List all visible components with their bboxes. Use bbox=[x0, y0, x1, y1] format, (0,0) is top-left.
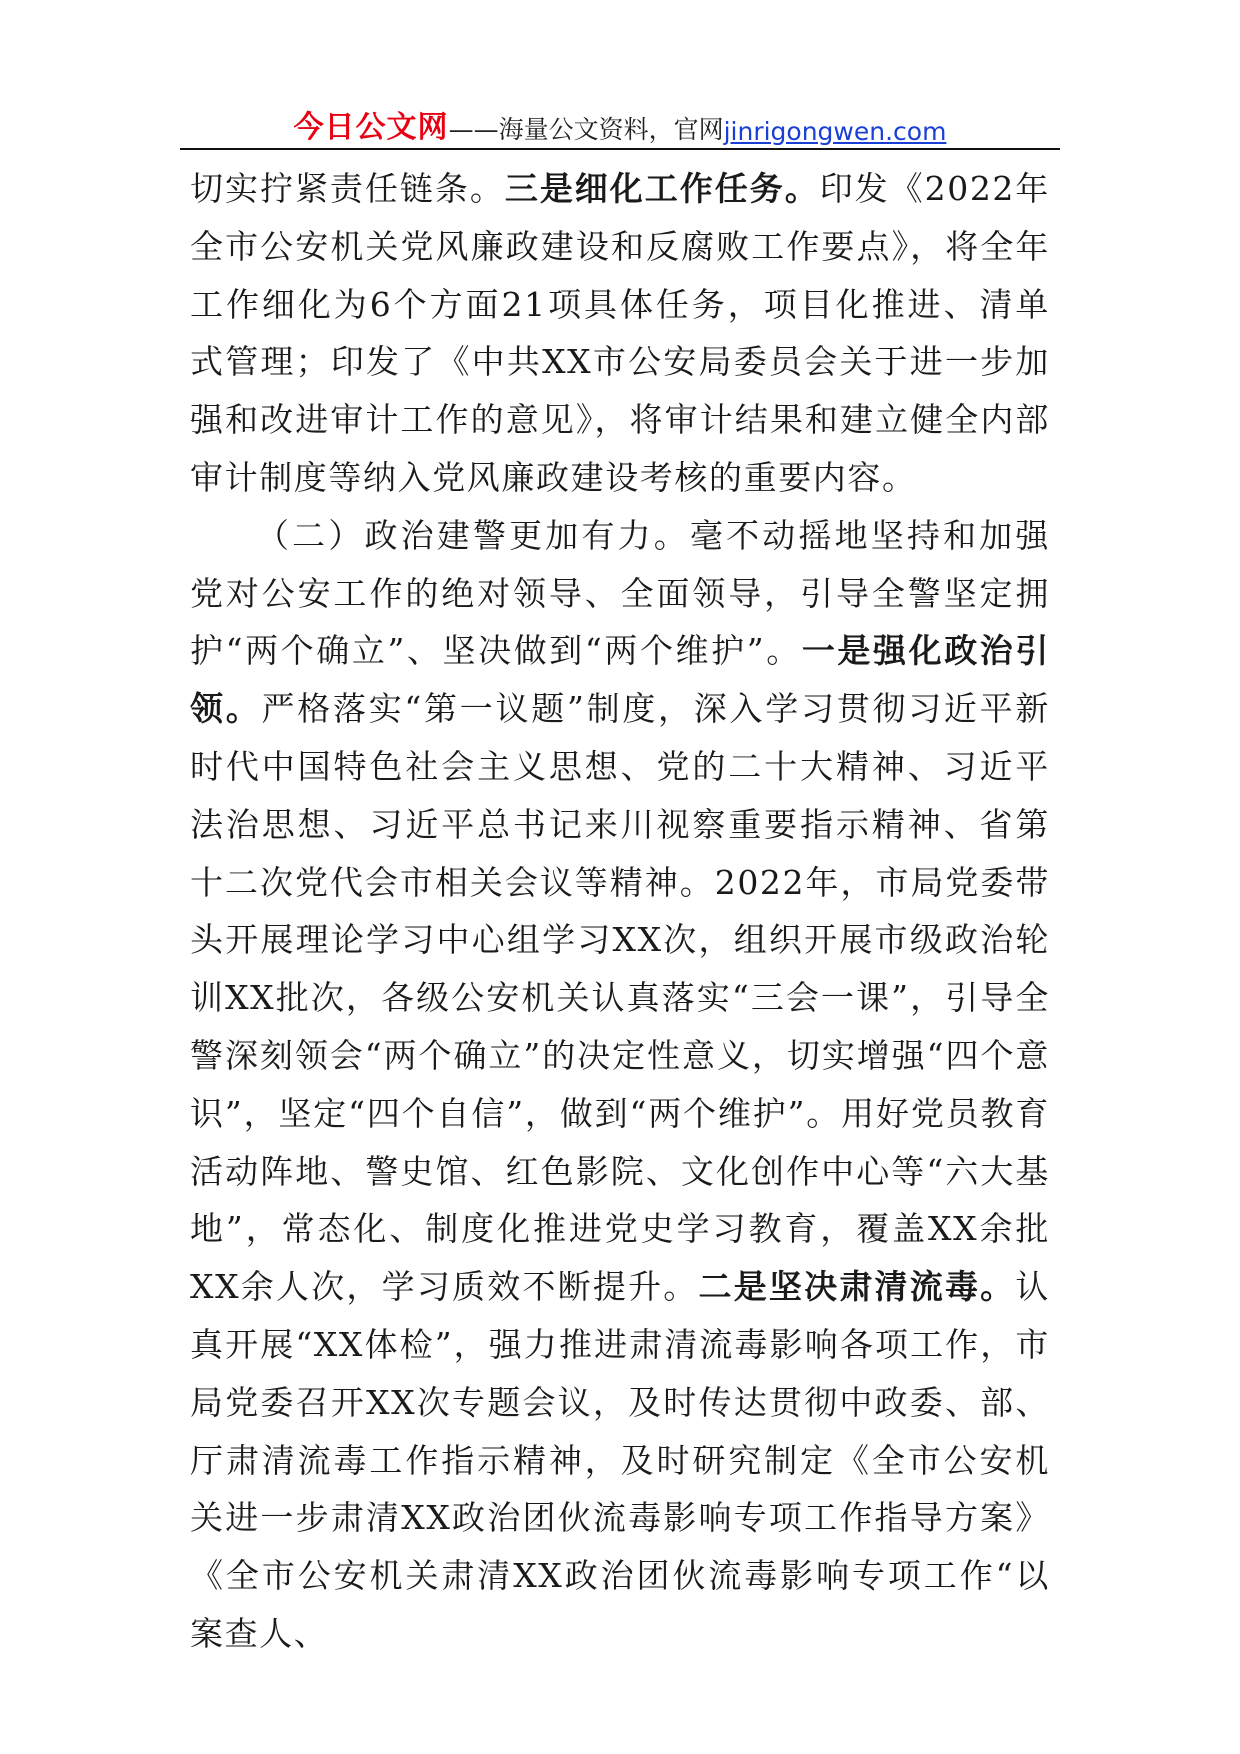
document-body bbox=[190, 160, 1050, 1663]
site-brand: 今日公文网 bbox=[293, 110, 449, 145]
bold-heading: 二是坚决肃清流毒。 bbox=[698, 1267, 1016, 1307]
page-header bbox=[180, 96, 1060, 146]
site-tagline: ——海量公文资料，官网 bbox=[448, 115, 724, 144]
paragraph-text: 印发《2022年全市公安机关党风廉政建设和反腐败工作要点》，将全年工作细化为6个方面21项具体任务，项目化推进、清单式管理；印发了《中共XX市公安局委员会关于进一步加强和改进审计工作的意见》，将审计结果和建立健全内部审计制度等纳入党风廉政建设考核的重要内容。 bbox=[190, 169, 1050, 497]
section-heading: （二）政治建警更加有力。毫不动摇地坚持和加强党对公安工作的绝对领导、全面领导，引导全警坚定拥护“两个确立”、坚决做到“两个维护”。 bbox=[190, 515, 1050, 671]
header-divider bbox=[180, 148, 1060, 150]
paragraph-text: 切实拧紧责任链条。 bbox=[190, 169, 505, 208]
site-url-link[interactable]: jinrigongwen.com bbox=[723, 117, 947, 146]
paragraph-text: 认真开展“XX体检”，强力推进肃清流毒影响各项工作，市局党委召开XX次专题会议，及时传达贯彻中政委、部、厅肃清流毒工作指示精神，及时研究制定《全市公安机关进一步肃清XX政治团伙流毒影响专项工作指导方案》《全市公安机关肃清XX政治团伙流毒影响专项工作“以案查人、 bbox=[190, 1267, 1050, 1653]
paragraph-continuation bbox=[190, 160, 1050, 507]
paragraph-section-2 bbox=[190, 507, 1050, 1663]
bold-heading: 一是强化政治引领。 bbox=[190, 631, 1050, 729]
paragraph-text: 严格落实“第一议题”制度，深入学习贯彻习近平新时代中国特色社会主义思想、党的二十大精神、习近平法治思想、习近平总书记来川视察重要指示精神、省第十二次党代会市相关会议等精神。2022年，市局党委带头开展理论学习中心组学习XX次，组织开展市级政治轮训XX批次，各级公安机关认真落实“三会一课”，引导全警深刻领会“两个确立”的决定性意义，切实增强“四个意识”，坚定“四个自信”，做到“两个维护”。用好党员教育活动阵地、警史馆、红色影院、文化创作中心等“六大基地”，常态化、制度化推进党史学习教育，覆盖XX余批XX余人次，学习质效不断提升。 bbox=[190, 689, 1051, 1307]
bold-heading: 三是细化工作任务。 bbox=[504, 169, 820, 208]
